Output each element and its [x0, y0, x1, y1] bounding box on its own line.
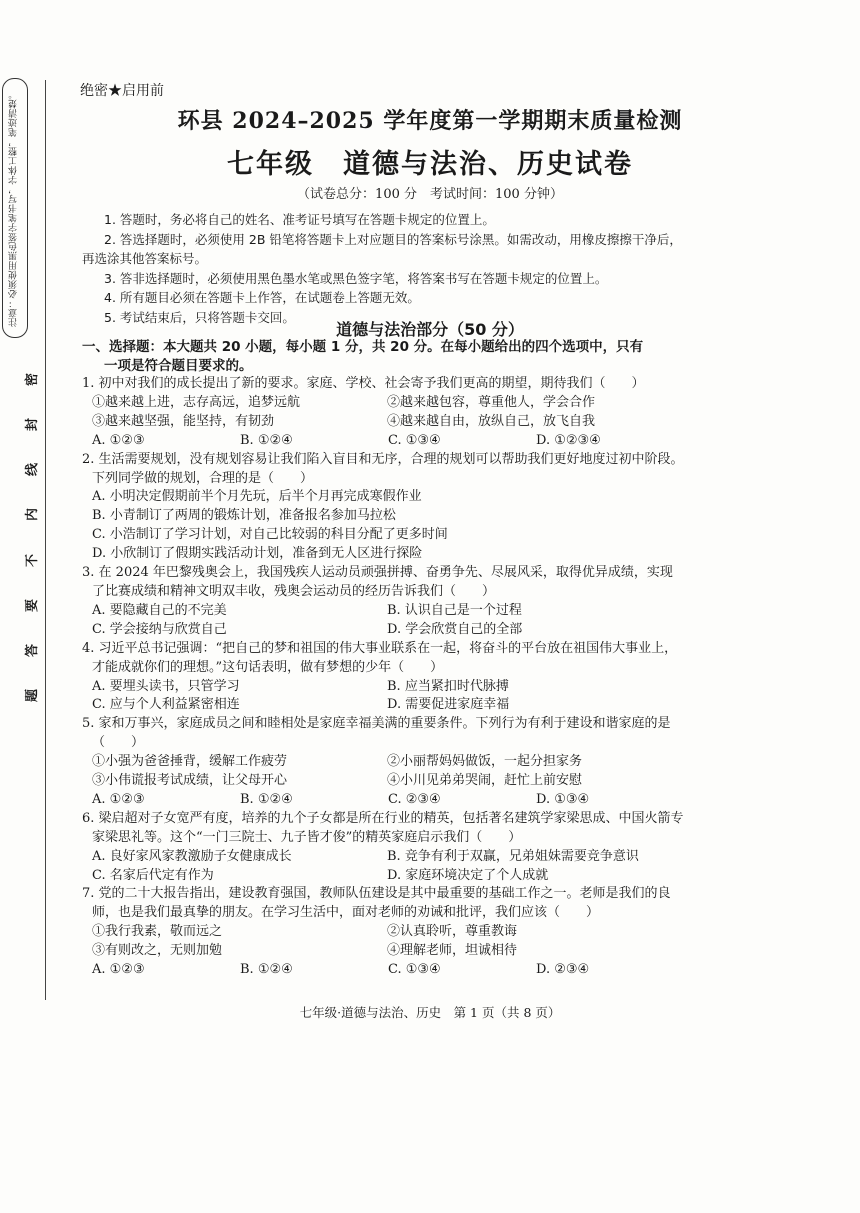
option: D. ①③④: [536, 791, 590, 807]
part-line-1: 一、选择题：本大题共 20 小题，每小题 1 分，共 20 分。在每小题给出的四个选项中，只有: [82, 339, 644, 355]
option: A. ①②③: [92, 791, 145, 807]
option: D. 家庭环境决定了个人成就: [387, 867, 549, 883]
exam-subtitle: 七年级 道德与法治、历史试卷: [227, 149, 633, 180]
option: C. ①③④: [388, 962, 441, 978]
question-7: [82, 885, 684, 980]
part-line-2: 一项是符合题目要求的。: [104, 357, 253, 374]
question-stem: 3. 在 2024 年巴黎残奥会上，我国残疾人运动员顽强拼搏、奋勇争先、尽展风采，取得优异成绩，实现了比赛成绩和精神文明双丰收，残奥会运动员的经历告诉我们（ ）: [82, 565, 673, 599]
exam-meta: （试卷总分：100 分 考试时间：100 分钟）: [297, 187, 563, 202]
option: A. ①②③: [92, 432, 145, 448]
option: C. 应与个人利益紧密相连: [92, 697, 240, 713]
question-1: [82, 375, 684, 451]
question-4: [82, 640, 684, 716]
question-stem: 4. 习近平总书记强调：“把自己的梦和祖国的伟大事业联系在一起，将奋斗的平台放在祖国伟大事业上，才能成就你们的理想。”这句话表明，做有梦想的少年（ ）: [82, 640, 678, 675]
option: B. 竞争有利于双赢，兄弟姐妹需要竞争意识: [387, 848, 639, 864]
option: C. ②③④: [388, 791, 441, 807]
seal-line: [45, 80, 46, 1000]
option-row: [82, 848, 684, 867]
instruction-item: 2. 答选择题时，必须使用 2B 铅笔将答题卡上对应题目的答案标号涂黑。如需改动，用橡皮擦擦干净后，再选涂其他答案标号。: [82, 231, 682, 267]
secret-label: 绝密★启用前: [80, 83, 164, 99]
instruction-item: 4. 所有题目必须在答题卡上作答，在试题卷上答题无效。: [104, 290, 420, 306]
seal-char: 线: [25, 463, 41, 477]
seal-char: 不: [25, 553, 41, 567]
side-note: 注意：必须使用黑色签字笔书写，字体工整，笔迹清楚。: [2, 78, 28, 338]
question-2: [82, 451, 684, 564]
option: D. 小欣制订了假期实践活动计划，准备到无人区进行探险: [92, 546, 423, 562]
seal-char: 内: [25, 508, 41, 522]
statement: ①我行我素，敬而远之: [92, 924, 223, 940]
question-list: [82, 375, 684, 980]
statement: ①小强为爸爸捶背，缓解工作疲劳: [92, 754, 288, 770]
option: B. 小青制订了两周的锻炼计划，准备报名参加马拉松: [92, 508, 396, 524]
option-row: [82, 621, 684, 640]
statement: ②认真聆听，尊重教诲: [387, 924, 518, 940]
statement: ④越来越自由，放纵自己，放飞自我: [387, 413, 596, 429]
option-row: [82, 678, 684, 697]
question-stem: 5. 家和万事兴，家庭成员之间和睦相处是家庭幸福美满的重要条件。下列行为有利于建设和谐家庭的是（ ）: [82, 716, 671, 751]
section-title: 道德与法治部分（50 分）: [336, 320, 524, 339]
option: A. 要埋头读书，只管学习: [92, 678, 240, 694]
option: C. 小浩制订了学习计划，对自己比较弱的科目分配了更多时间: [92, 527, 448, 543]
question-stem: 7. 党的二十大报告指出，建设教育强国，教师队伍建设是其中最重要的基础工作之一。老师是我们的良师，也是我们最真挚的朋友。在学习生活中，面对老师的劝诫和批评，我们应该（ ）: [82, 886, 671, 921]
question-3: [82, 564, 684, 640]
statement: ②小丽帮妈妈做饭，一起分担家务: [387, 754, 583, 770]
statement-row: [82, 413, 684, 432]
statement-row: [82, 772, 684, 791]
statement: ③越来越坚强，能坚持，有韧劲: [92, 413, 275, 429]
statement: ③有则改之，无则加勉: [92, 943, 223, 959]
option: B. ①②④: [240, 962, 293, 978]
exam-title: 环县 2024–2025 学年度第一学期期末质量检测: [177, 108, 683, 134]
question-stem: 6. 梁启超对子女宽严有度，培养的九个子女都是所在行业的精英，包括著名建筑学家梁思成、中国火箭专家梁思礼等。这个“一门三院士、九子皆才俊”的精英家庭启示我们（ ）: [82, 810, 684, 845]
part-heading: [82, 338, 692, 375]
option-row: [82, 867, 684, 886]
option: C. 名家后代定有作为: [92, 867, 214, 883]
question-stem: 2. 生活需要规划，没有规划容易让我们陷入盲目和无序，合理的规划可以帮助我们更好地度过初中阶段。下列同学做的规划，合理的是（ ）: [82, 451, 684, 486]
seal-char: 封: [25, 418, 41, 432]
option: A. 小明决定假期前半个月先玩，后半个月再完成寒假作业: [92, 489, 422, 505]
option: C. 学会接纳与欣赏自己: [92, 621, 227, 637]
option: B. ①②④: [240, 791, 293, 807]
seal-char: 答: [25, 643, 41, 657]
statement-row: [82, 942, 684, 961]
option: A. 要隐藏自己的不完美: [92, 602, 227, 618]
option-row: [82, 696, 684, 715]
option-row: [82, 602, 684, 621]
option: B. ①②④: [240, 432, 293, 448]
instructions: [82, 210, 692, 328]
option: D. 学会欣赏自己的全部: [387, 621, 523, 637]
option: A. 良好家风家教激励子女健康成长: [92, 848, 292, 864]
option: D. 需要促进家庭幸福: [387, 697, 510, 713]
question-stem: 1. 初中对我们的成长提出了新的要求。家庭、学校、社会寄予我们更高的期望，期待我们（ ）: [82, 376, 645, 391]
statement-row: [82, 394, 684, 413]
option-row: [82, 961, 684, 980]
instruction-item: 5. 考试结束后，只将答题卡交回。: [104, 309, 295, 325]
statement: ②越来越包容，尊重他人，学会合作: [387, 394, 596, 410]
option: C. ①③④: [388, 432, 441, 448]
option-row: [82, 791, 684, 810]
statement: ①越来越上进，志存高远，追梦远航: [92, 394, 301, 410]
page-footer: 七年级·道德与法治、历史 第 1 页（共 8 页）: [299, 1005, 561, 1020]
instruction-item: 3. 答非选择题时，必须使用黑色墨水笔或黑色签字笔，将答案书写在答题卡规定的位置上。: [104, 270, 608, 286]
option: D. ①②③④: [536, 432, 601, 448]
statement: ④理解老师，坦诚相待: [387, 943, 518, 959]
option-row: [82, 432, 684, 451]
seal-text: [22, 370, 40, 705]
statement-row: [82, 923, 684, 942]
seal-char: 题: [25, 688, 41, 702]
question-5: [82, 715, 684, 810]
statement-row: [82, 753, 684, 772]
instruction-item: 1. 答题时，务必将自己的姓名、准考证号填写在答题卡规定的位置上。: [104, 212, 495, 227]
option: A. ①②③: [92, 962, 145, 978]
option: D. ②③④: [536, 962, 590, 978]
question-6: [82, 810, 684, 886]
option: B. 应当紧扣时代脉搏: [387, 678, 509, 694]
statement: ④小川见弟弟哭闹，赶忙上前安慰: [387, 773, 583, 789]
option: B. 认识自己是一个过程: [387, 602, 522, 618]
seal-char: 密: [25, 372, 41, 387]
seal-char: 要: [25, 598, 41, 612]
statement: ③小伟谎报考试成绩，让父母开心: [92, 773, 288, 789]
